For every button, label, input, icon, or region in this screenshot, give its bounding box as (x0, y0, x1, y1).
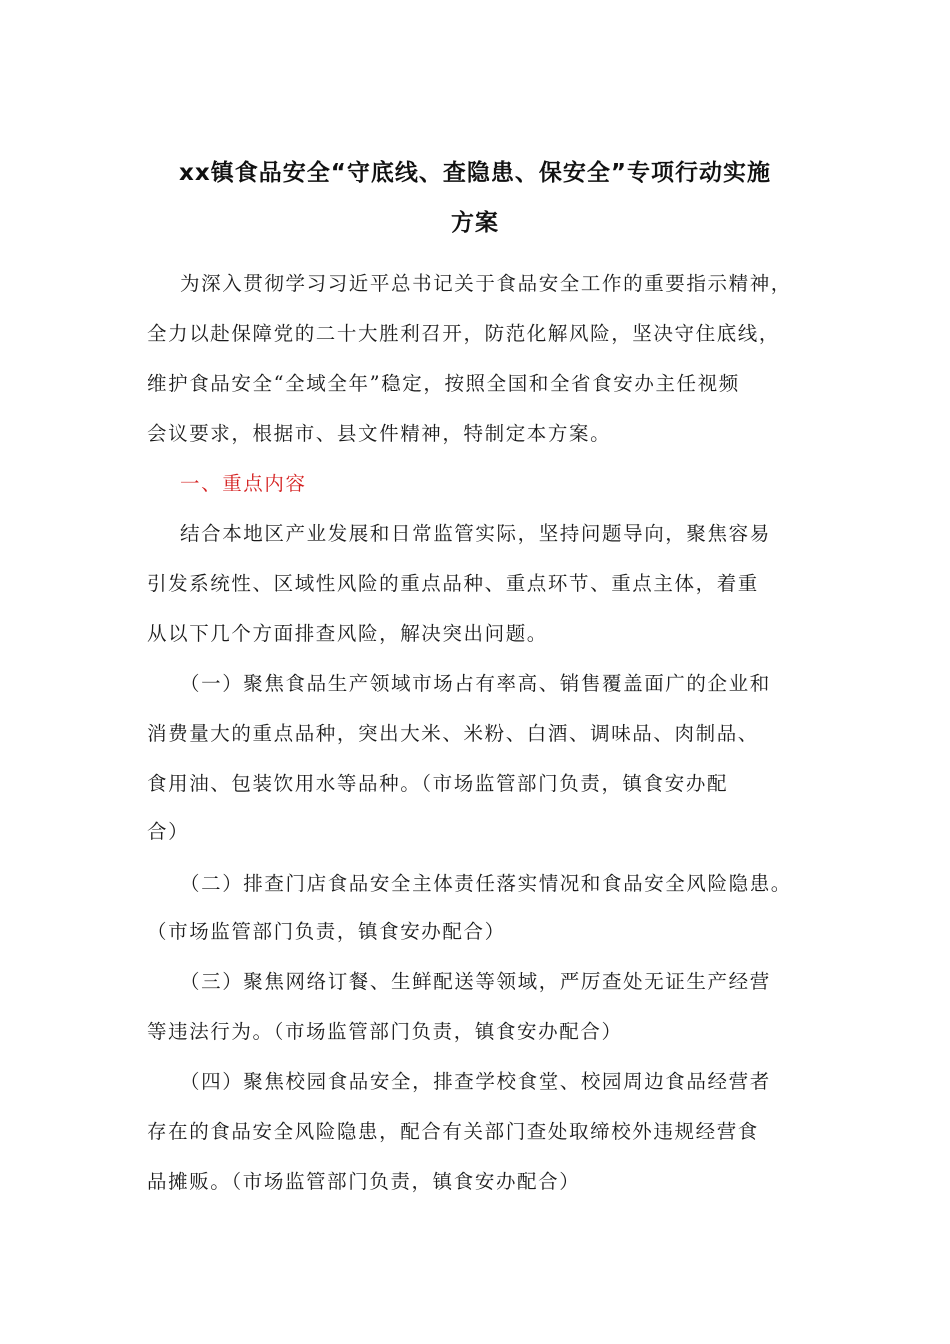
item1-line-2: 消费量大的重点品种，突出大米、米粉、白酒、调味品、肉制品、 (147, 722, 759, 745)
intro-line-1: 为深入贯彻学习习近平总书记关于食品安全工作的重要指示精神， (180, 272, 792, 295)
item1-line-1: （一）聚焦食品生产领域市场占有率高、销售覆盖面广的企业和 (180, 672, 771, 695)
section1-line-1: 结合本地区产业发展和日常监管实际，坚持问题导向，聚焦容易 (180, 522, 771, 545)
section1-line-3: 从以下几个方面排查风险，解决突出问题。 (147, 622, 548, 645)
item4-line-3: 品摊贩。（市场监管部门负责，镇食安办配合） (147, 1170, 581, 1193)
item1-line-4: 合） (147, 820, 190, 843)
item2-line-1: （二）排查门店食品安全主体责任落实情况和食品安全风险隐患。 (180, 872, 792, 895)
item4-line-2: 存在的食品安全风险隐患，配合有关部门查处取缔校外违规经营食 (147, 1120, 759, 1143)
item4-line-1: （四）聚焦校园食品安全，排查学校食堂、校园周边食品经营者 (180, 1070, 771, 1093)
item3-line-2: 等违法行为。（市场监管部门负责，镇食安办配合） (147, 1020, 623, 1043)
item3-line-1: （三）聚焦网络订餐、生鲜配送等领域，严厉查处无证生产经营 (180, 970, 771, 993)
intro-line-2: 全力以赴保障党的二十大胜利召开，防范化解风险，坚决守住底线， (147, 322, 781, 345)
item1-line-3: 食用油、包装饮用水等品种。（市场监管部门负责，镇食安办配 (147, 772, 729, 795)
document-title-line-2: 方案 (451, 210, 499, 236)
section1-line-2: 引发系统性、区域性风险的重点品种、重点环节、重点主体，着重 (147, 572, 759, 595)
intro-line-4: 会议要求，根据市、县文件精神，特制定本方案。 (147, 422, 612, 445)
intro-line-3: 维护食品安全“全域全年”稳定，按照全国和全省食安办主任视频 (147, 372, 740, 395)
document-title-line-1: xx镇食品安全“守底线、查隐患、保安全”专项行动实施 (179, 160, 771, 186)
section-heading-key-content: 一、重点内容 (180, 472, 307, 495)
item2-line-2: （市场监管部门负责，镇食安办配合） (147, 920, 506, 943)
